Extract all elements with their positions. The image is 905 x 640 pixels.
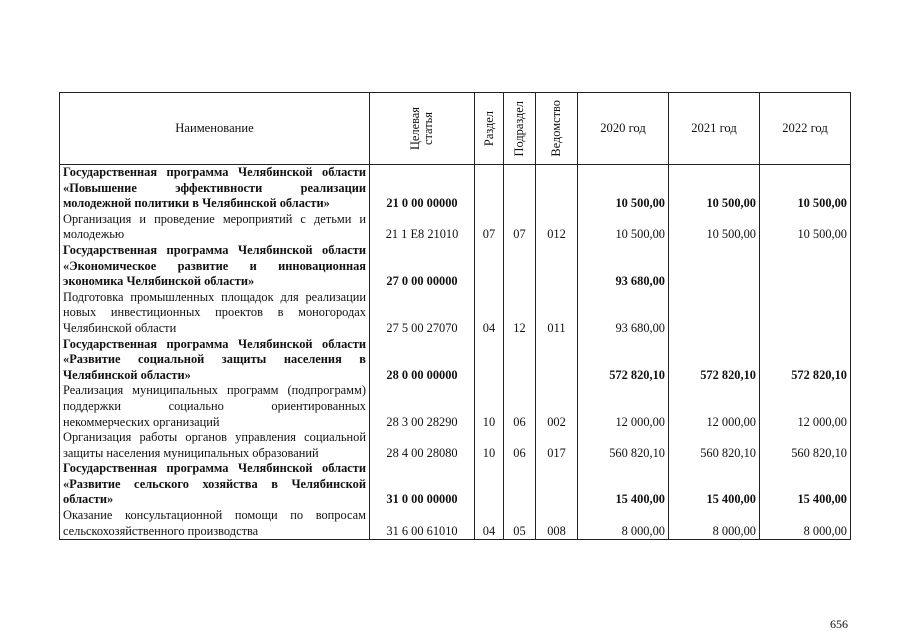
page-number: 656	[830, 617, 848, 631]
row-amount-2022	[760, 290, 851, 337]
row-department	[536, 243, 578, 290]
row-amount-2022: 10 500,00	[760, 212, 851, 243]
row-name: Организация работы органов управления социальной защиты населения муниципальных образований	[60, 430, 370, 461]
header-section-label: Раздел	[481, 110, 496, 147]
header-2020: 2020 год	[578, 93, 669, 165]
row-section: 10	[475, 383, 504, 430]
row-subsection: 06	[504, 430, 536, 461]
table-row	[60, 337, 851, 384]
header-target-article-line1: Целевая	[408, 106, 422, 151]
row-subsection	[504, 165, 536, 212]
row-target-article: 28 4 00 28080	[370, 430, 475, 461]
header-subsection-label: Подраздел	[512, 100, 526, 157]
table-row	[60, 165, 851, 212]
row-subsection: 12	[504, 290, 536, 337]
table-row	[60, 383, 851, 430]
row-name: Оказание консультационной помощи по вопросам сельскохозяйственного производства	[60, 508, 370, 540]
row-section: 10	[475, 430, 504, 461]
row-amount-2020: 560 820,10	[578, 430, 669, 461]
row-amount-2020: 8 000,00	[578, 508, 669, 540]
row-department: 002	[536, 383, 578, 430]
row-department: 008	[536, 508, 578, 540]
table-row	[60, 243, 851, 290]
row-department	[536, 461, 578, 508]
row-amount-2022	[760, 243, 851, 290]
row-amount-2020: 572 820,10	[578, 337, 669, 384]
row-amount-2020: 12 000,00	[578, 383, 669, 430]
header-subsection	[504, 93, 536, 165]
row-name: Подготовка промышленных площадок для реализации новых инвестиционных проектов в моногородах Челябинской области	[60, 290, 370, 337]
table-row	[60, 290, 851, 337]
row-amount-2020: 10 500,00	[578, 165, 669, 212]
row-subsection	[504, 337, 536, 384]
row-subsection	[504, 243, 536, 290]
row-target-article: 28 0 00 00000	[370, 337, 475, 384]
header-target-article-line2: статья	[421, 112, 435, 146]
row-section	[475, 337, 504, 384]
row-amount-2021	[669, 243, 760, 290]
row-name: Государственная программа Челябинской области «Развитие социальной защиты населения в Челябинской области»	[60, 337, 370, 384]
table-header	[60, 93, 851, 165]
row-target-article: 27 5 00 27070	[370, 290, 475, 337]
row-amount-2022: 572 820,10	[760, 337, 851, 384]
row-amount-2021	[669, 290, 760, 337]
table-row	[60, 461, 851, 508]
table-body	[60, 165, 851, 540]
row-subsection	[504, 461, 536, 508]
row-amount-2020: 93 680,00	[578, 243, 669, 290]
row-target-article: 21 1 E8 21010	[370, 212, 475, 243]
row-amount-2022: 560 820,10	[760, 430, 851, 461]
row-subsection: 07	[504, 212, 536, 243]
budget-table	[59, 92, 851, 540]
row-amount-2021: 560 820,10	[669, 430, 760, 461]
row-amount-2022: 12 000,00	[760, 383, 851, 430]
row-department	[536, 165, 578, 212]
row-amount-2020: 10 500,00	[578, 212, 669, 243]
row-target-article: 28 3 00 28290	[370, 383, 475, 430]
header-name: Наименование	[60, 93, 370, 165]
row-amount-2021: 572 820,10	[669, 337, 760, 384]
row-department: 017	[536, 430, 578, 461]
row-subsection: 06	[504, 383, 536, 430]
row-section	[475, 165, 504, 212]
header-2021: 2021 год	[669, 93, 760, 165]
row-amount-2021: 10 500,00	[669, 212, 760, 243]
table-row	[60, 430, 851, 461]
row-target-article: 21 0 00 00000	[370, 165, 475, 212]
row-target-article: 31 6 00 61010	[370, 508, 475, 540]
row-target-article: 27 0 00 00000	[370, 243, 475, 290]
table-row	[60, 508, 851, 540]
row-subsection: 05	[504, 508, 536, 540]
row-name: Государственная программа Челябинской области «Повышение эффективности реализации молодежной политики в Челябинской области»	[60, 165, 370, 212]
header-department	[536, 93, 578, 165]
row-amount-2022: 10 500,00	[760, 165, 851, 212]
header-department-label: Ведомство	[549, 100, 563, 157]
header-target-article	[370, 93, 475, 165]
row-department: 012	[536, 212, 578, 243]
row-section: 04	[475, 508, 504, 540]
row-department	[536, 337, 578, 384]
row-section	[475, 461, 504, 508]
row-amount-2020: 93 680,00	[578, 290, 669, 337]
row-amount-2021: 15 400,00	[669, 461, 760, 508]
row-amount-2022: 15 400,00	[760, 461, 851, 508]
row-amount-2021: 8 000,00	[669, 508, 760, 540]
row-amount-2021: 10 500,00	[669, 165, 760, 212]
row-section: 07	[475, 212, 504, 243]
row-name: Государственная программа Челябинской области «Развитие сельского хозяйства в Челябинской области»	[60, 461, 370, 508]
row-section: 04	[475, 290, 504, 337]
row-name: Организация и проведение мероприятий с детьми и молодежью	[60, 212, 370, 243]
row-department: 011	[536, 290, 578, 337]
row-target-article: 31 0 00 00000	[370, 461, 475, 508]
header-section	[475, 93, 504, 165]
row-amount-2020: 15 400,00	[578, 461, 669, 508]
table-row	[60, 212, 851, 243]
row-name: Реализация муниципальных программ (подпрограмм) поддержки социально ориентированных некоммерческих организаций	[60, 383, 370, 430]
row-section	[475, 243, 504, 290]
header-2022: 2022 год	[760, 93, 851, 165]
row-name: Государственная программа Челябинской области «Экономическое развитие и инновационная экономика Челябинской области»	[60, 243, 370, 290]
row-amount-2021: 12 000,00	[669, 383, 760, 430]
row-amount-2022: 8 000,00	[760, 508, 851, 540]
